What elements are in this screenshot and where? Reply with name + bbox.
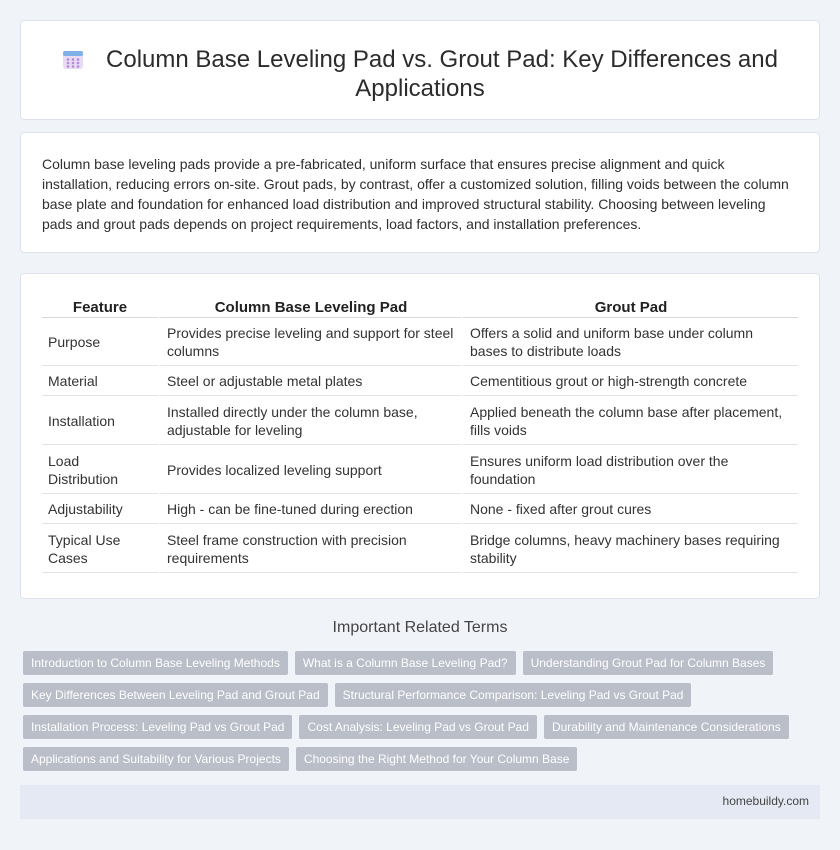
page-title — [61, 45, 779, 103]
intro-paragraph: Column base leveling pads provide a pre-fabricated, uniform surface that ensures precise alignment and quick installation, reducing errors on-site. Grout pads, by contrast, offer a customized solution, filling voids between the column base plate and foundation for enhanced load distribution and improved structural stability. Choosing between leveling pads and grout pads depends on project requirements, load factors, and installation preferences. — [42, 156, 789, 232]
row-grout-pad: None - fixed after grout cures — [461, 494, 798, 524]
row-feature: Typical Use Cases — [42, 524, 158, 573]
related-term-link[interactable]: Introduction to Column Base Leveling Methods — [23, 651, 288, 675]
tag-row — [23, 651, 823, 675]
related-term-link[interactable]: What is a Column Base Leveling Pad? — [295, 651, 516, 675]
row-grout-pad: Applied beneath the column base after placement, fills voids — [461, 396, 798, 445]
page-title-text: Column Base Leveling Pad vs. Grout Pad: Key Differences and Applications — [106, 46, 778, 102]
row-feature: Installation — [42, 396, 158, 445]
row-grout-pad: Cementitious grout or high-strength concrete — [461, 366, 798, 396]
related-term-link[interactable]: Installation Process: Leveling Pad vs Grout Pad — [23, 715, 292, 739]
tag-row — [23, 715, 823, 739]
related-term-link[interactable]: Key Differences Between Leveling Pad and Grout Pad — [23, 683, 328, 707]
table-row — [42, 494, 798, 524]
row-leveling-pad: Provides localized leveling support — [158, 445, 461, 494]
row-leveling-pad: High - can be fine-tuned during erection — [158, 494, 461, 524]
header-grout-pad: Grout Pad — [461, 296, 798, 318]
header — [61, 45, 779, 103]
table-row — [42, 445, 798, 494]
related-term-link[interactable]: Cost Analysis: Leveling Pad vs Grout Pad — [299, 715, 536, 739]
row-grout-pad: Ensures uniform load distribution over the foundation — [461, 445, 798, 494]
table-row — [42, 524, 798, 573]
table-row — [42, 366, 798, 396]
table-header-row — [42, 296, 798, 318]
header-leveling-pad: Column Base Leveling Pad — [158, 296, 461, 318]
comparison-table — [42, 296, 798, 573]
tag-row — [23, 747, 823, 771]
footer — [20, 785, 820, 819]
row-feature: Load Distribution — [42, 445, 158, 494]
related-term-link[interactable]: Durability and Maintenance Considerations — [544, 715, 789, 739]
comparison-card — [20, 273, 820, 599]
row-leveling-pad: Steel frame construction with precision requirements — [158, 524, 461, 573]
row-grout-pad: Offers a solid and uniform base under column bases to distribute loads — [461, 318, 798, 366]
row-feature: Adjustability — [42, 494, 158, 524]
table-row — [42, 396, 798, 445]
row-grout-pad: Bridge columns, heavy machinery bases requiring stability — [461, 524, 798, 573]
footer-site[interactable]: homebuildy.com — [722, 794, 809, 808]
row-leveling-pad: Steel or adjustable metal plates — [158, 366, 461, 396]
related-term-link[interactable]: Structural Performance Comparison: Leveling Pad vs Grout Pad — [335, 683, 692, 707]
related-term-link[interactable]: Understanding Grout Pad for Column Bases — [523, 651, 774, 675]
calendar-grid-icon — [62, 48, 84, 70]
related-term-link[interactable]: Applications and Suitability for Various Projects — [23, 747, 289, 771]
row-leveling-pad: Installed directly under the column base, adjustable for leveling — [158, 396, 461, 445]
header-feature: Feature — [42, 296, 158, 318]
intro-card — [20, 132, 820, 253]
table-row — [42, 318, 798, 366]
header-card — [20, 20, 820, 120]
row-feature: Purpose — [42, 318, 158, 366]
related-terms-list — [23, 651, 823, 779]
row-leveling-pad: Provides precise leveling and support for steel columns — [158, 318, 461, 366]
row-feature: Material — [42, 366, 158, 396]
tag-row — [23, 683, 823, 707]
related-term-link[interactable]: Choosing the Right Method for Your Column Base — [296, 747, 578, 771]
related-terms-title: Important Related Terms — [332, 619, 508, 636]
